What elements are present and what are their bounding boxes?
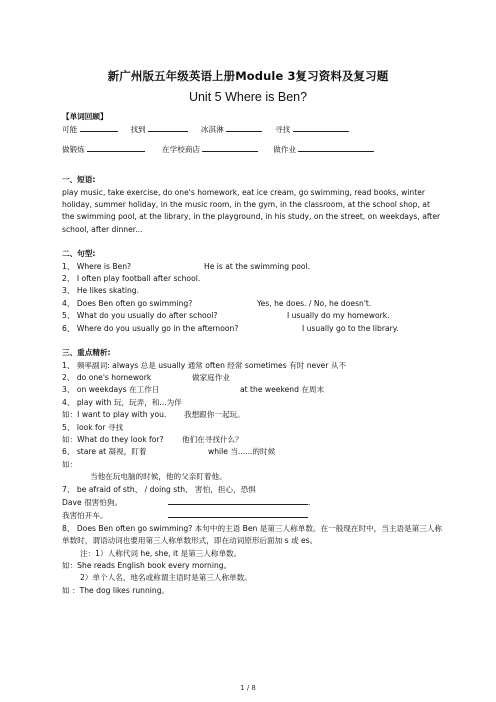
vocab-word: 在学校商店 xyxy=(162,144,201,154)
vocab-word: 冰淇淋 xyxy=(200,125,224,135)
sentence-item: 4、 Does Ben often go swimming? Yes, he does. / No, he doesn't. xyxy=(62,298,372,308)
point-7: 7、 be afraid of sth、 / doing sth、 害怕，担心，恐惧 xyxy=(62,484,256,494)
point-6-example: 当他在玩电脑的时候，他的父亲盯着他。 xyxy=(90,472,227,482)
vocab-word: 找到 xyxy=(130,125,146,135)
blank-line xyxy=(87,143,145,152)
vocab-heading: 【单词回顾】 xyxy=(62,112,108,121)
sentence-item: 3、 He likes skating. xyxy=(62,286,140,296)
sentence-item: 6、 Where do you usually go in the afternoon? I usually go to the library. xyxy=(62,323,399,333)
blank-line xyxy=(80,123,118,132)
page-title: 新广州版五年级英语上册Module 3复习资料及复习题 xyxy=(107,69,389,83)
phrases-text: play music, take exercise, do one's homework, eat ice cream, go swimming, read books, winter holiday, summer holiday, in the music room, in the gym, in the classroom, at the school shop, at the swimming pool, at the library, in the playground, in his study, on the street, on weekdays, after school, after dinner... xyxy=(62,187,441,234)
blank-line xyxy=(298,143,374,152)
point-4-example: 如：I want to play with you. 我想跟你一起玩。 xyxy=(62,410,245,420)
key-points-heading: 三、重点精析: xyxy=(62,348,111,358)
point-8: 8、 Does Ben often go swimming? 本句中的主语 Ben 是第三人称单数。在一般现在时中，当主语是第三人称单数时，谓语动词也要用第三人称单数形式，即在动词原形后面加 s 或 es。 xyxy=(62,523,443,546)
sentences-heading: 二、句型: xyxy=(62,249,96,259)
vocab-word: 寻找 xyxy=(274,125,291,135)
document-body xyxy=(62,111,442,597)
note-1-example: 如：She reads English book every morning。 xyxy=(62,561,232,570)
blank-line xyxy=(293,123,349,132)
phrases-heading: 一、短语: xyxy=(62,175,96,185)
vocab-row-1 xyxy=(62,123,442,136)
sentence-item: 2、 I often play football after school. xyxy=(62,274,201,284)
unit-subtitle: Unit 5 Where is Ben? xyxy=(188,90,308,104)
page-number: 1 / 8 xyxy=(240,684,256,692)
vocab-row-2 xyxy=(62,143,442,156)
note-1: 注：1）人称代词 he, she, it 是第三人称单数。 xyxy=(80,548,242,558)
point-5: 5、 look for 寻找 xyxy=(62,422,124,432)
vocab-word: 做作业 xyxy=(273,144,297,154)
point-5-example: 如：What do they look for? 他们在寻找什么？ xyxy=(62,434,243,444)
sentence-item: 1、 Where is Ben? He is at the swimming pool. xyxy=(62,261,311,271)
point-7-example-1: Dave 很害怕狗。 . xyxy=(62,497,311,507)
blank-line xyxy=(226,123,262,132)
point-1: 1、 频率副词: always 总是 usually 通常 often 经常 sometimes 有时 never 从不 xyxy=(62,360,347,370)
answer-line xyxy=(168,509,308,518)
point-6-label: 如： xyxy=(62,459,78,469)
point-3: 3、 on weekdays 在工作日 at the weekend 在周末 xyxy=(62,385,325,395)
blank-line xyxy=(148,123,188,132)
point-2: 2、 do one's homework 做家庭作业 xyxy=(62,372,230,382)
sentence-item: 5、 What do you usually do after school? I usually do my homework. xyxy=(62,311,390,321)
vocab-word: 可能 xyxy=(62,125,78,135)
blank-line xyxy=(202,143,258,152)
note-2: 2）单个人名、地名或称谓主语时是第三人称单数。 xyxy=(80,573,252,583)
point-6: 6、 stare at 凝视，盯着 while 当......的时候 xyxy=(62,447,276,457)
point-4: 4、 play with 玩，玩弄，和...为伴 xyxy=(62,397,182,407)
point-7-example-2: 我害怕开车。 xyxy=(62,509,442,522)
answer-line xyxy=(168,496,308,505)
note-2-example: 如 ：The dog likes running。 xyxy=(62,585,170,595)
vocab-word: 做锻炼 xyxy=(62,144,85,154)
